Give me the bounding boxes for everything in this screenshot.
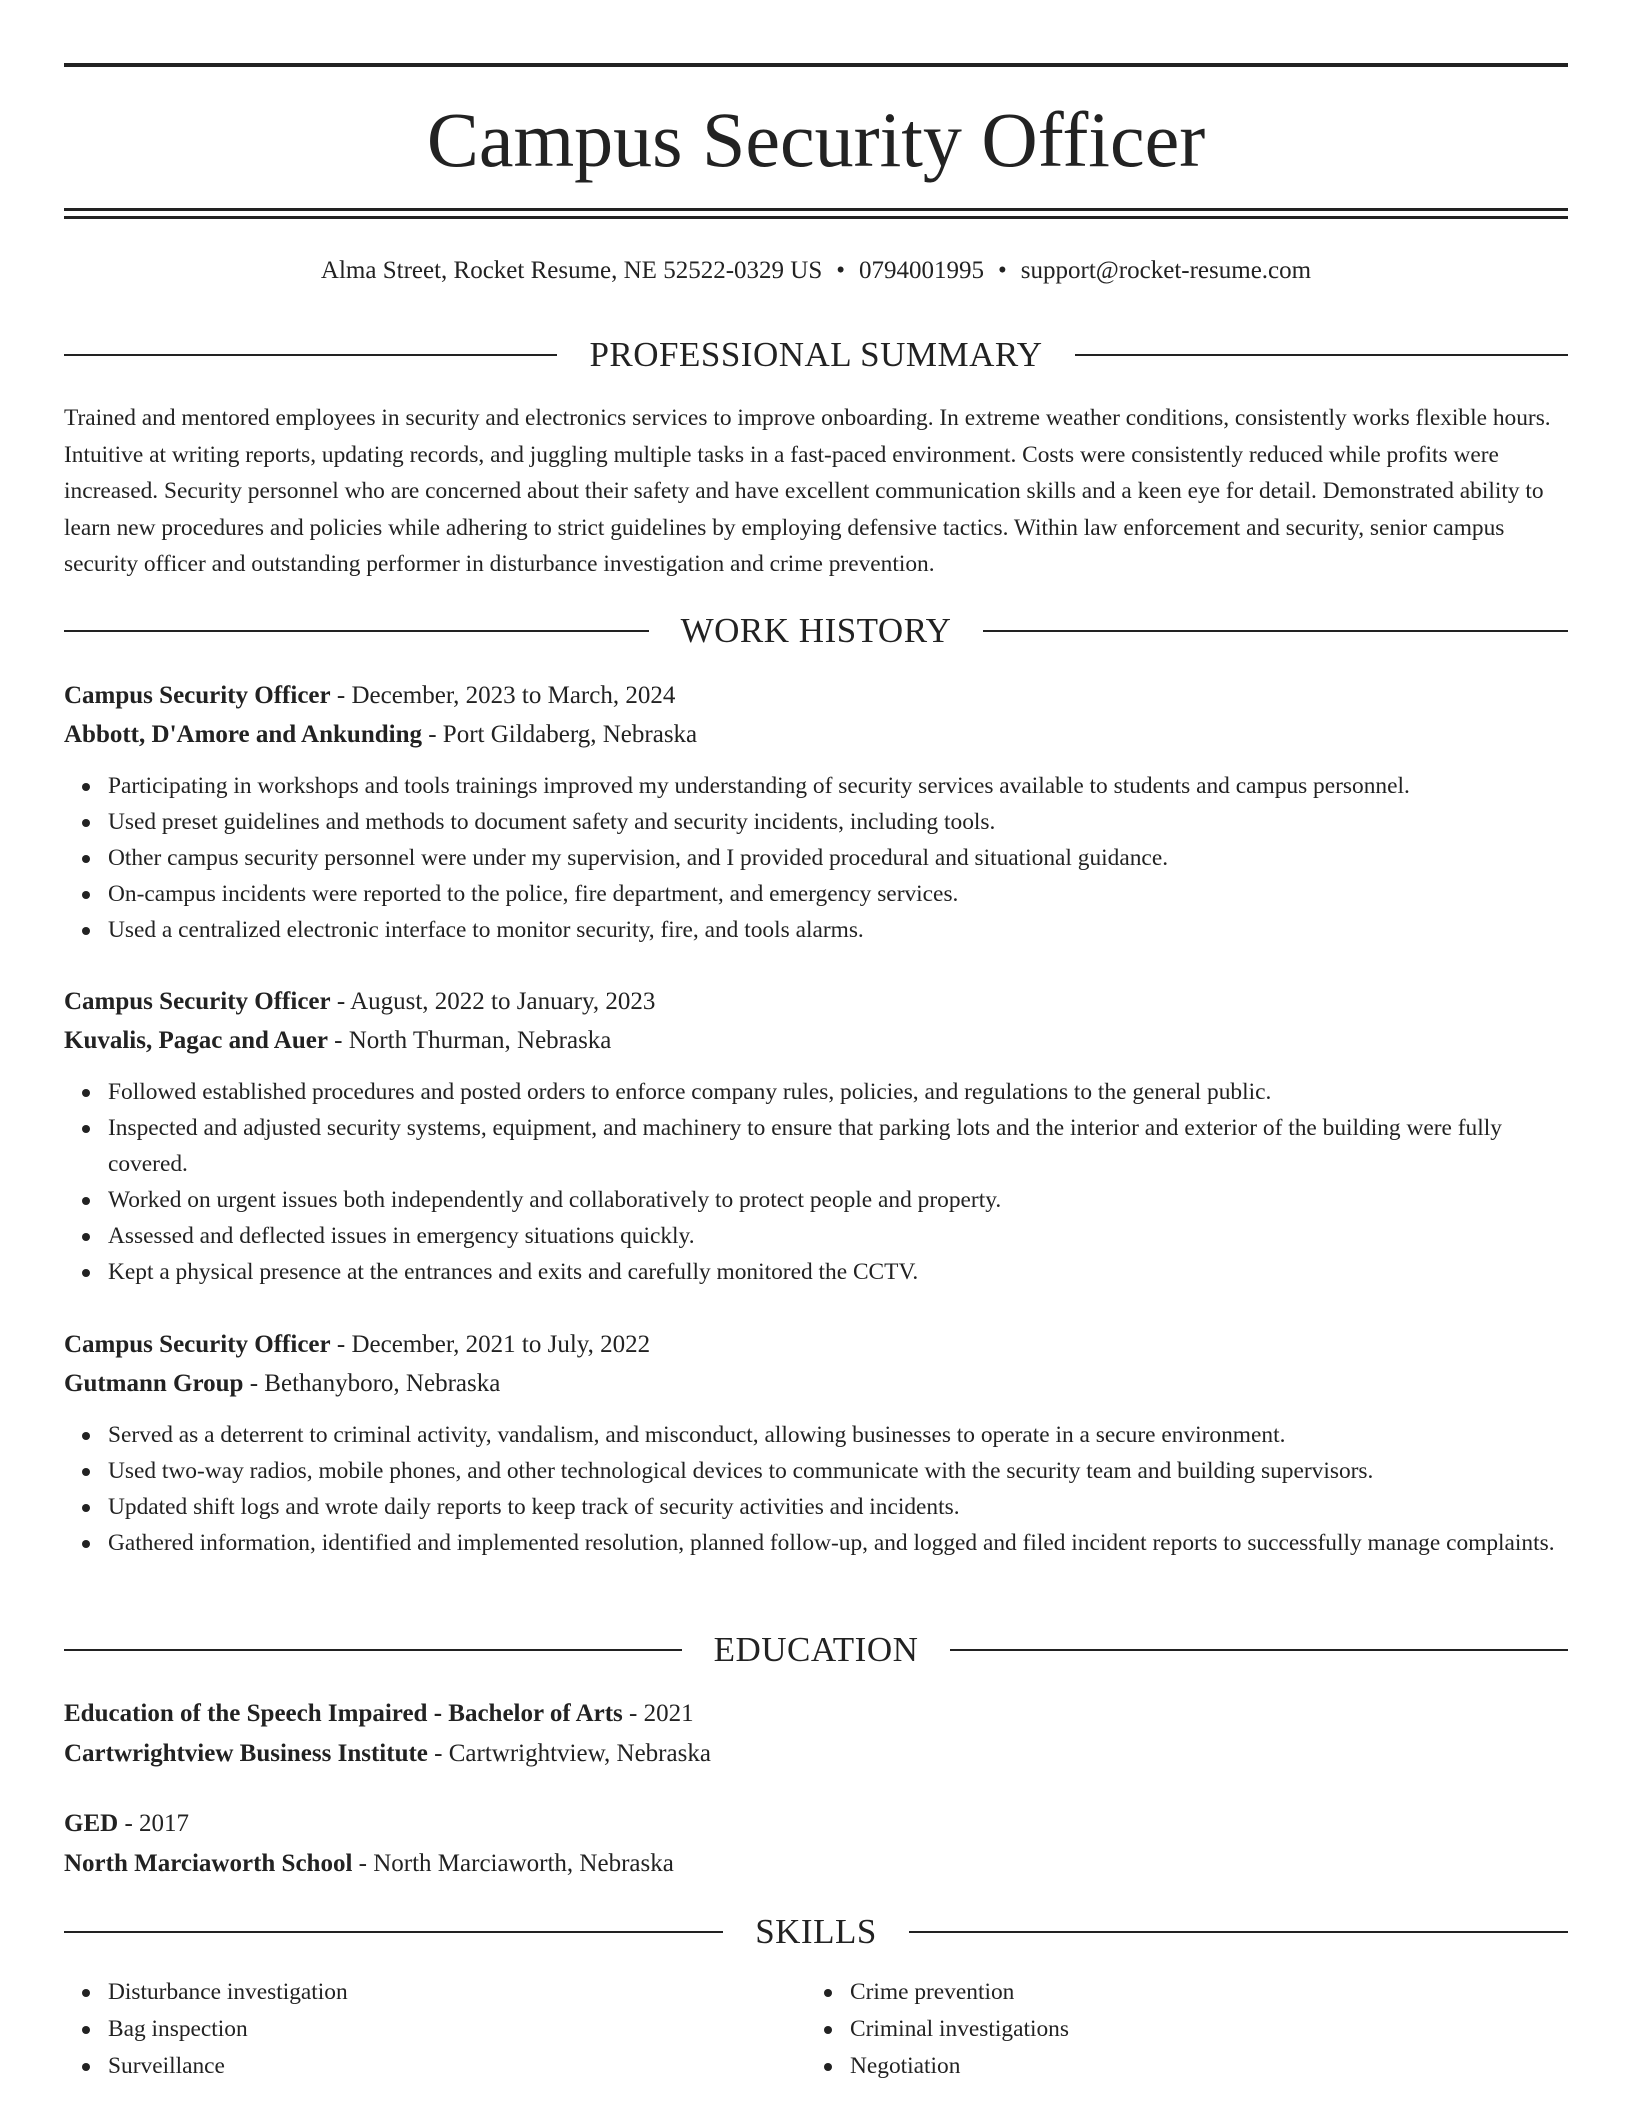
- job-company-line: [64, 1364, 1568, 1403]
- section-rule: [64, 354, 557, 356]
- education-school: North Marciaworth School: [64, 1850, 353, 1877]
- section-rule: [1075, 354, 1568, 356]
- top-rule: [64, 63, 1568, 67]
- contact-line: [64, 254, 1568, 288]
- title-rule-double: [64, 216, 1568, 219]
- job-title: Campus Security Officer: [64, 1331, 331, 1358]
- job-bullets: [64, 1417, 1568, 1561]
- skill-item: Negotiation: [850, 2048, 1548, 2085]
- education-degree-line: [64, 1804, 1568, 1844]
- section-rule: [909, 1931, 1568, 1933]
- job-company: Abbott, D'Amore and Ankunding: [64, 721, 422, 748]
- title-rule: [64, 208, 1568, 211]
- contact-separator: •: [998, 257, 1007, 284]
- list-item: Served as a deterrent to criminal activity, vandalism, and misconduct, allowing businesses to operate in a secure environment.: [108, 1417, 1568, 1453]
- list-item: Other campus security personnel were under my supervision, and I provided procedural and situational guidance.: [108, 840, 1568, 876]
- list-item: Worked on urgent issues both independently and collaboratively to protect people and property.: [108, 1182, 1568, 1218]
- list-item: Kept a physical presence at the entrances and exits and carefully monitored the CCTV.: [108, 1254, 1568, 1290]
- section-heading-skills: [64, 1912, 1568, 1952]
- section-title: SKILLS: [755, 1912, 877, 1951]
- contact-separator: •: [836, 257, 846, 284]
- education-year: - 2021: [622, 1700, 694, 1727]
- education-school-line: [64, 1844, 1568, 1884]
- job-dates: - August, 2022 to January, 2023: [330, 988, 656, 1015]
- contact-email: support@rocket-resume.com: [1020, 257, 1312, 284]
- skill-item: Crime prevention: [850, 1974, 1548, 2011]
- job-title: Campus Security Officer: [64, 682, 331, 709]
- job-entry: [64, 982, 1568, 1290]
- list-item: Used preset guidelines and methods to document safety and security incidents, including tools.: [108, 804, 1568, 840]
- skill-item: Bag inspection: [108, 2011, 806, 2048]
- education-entry: [64, 1804, 1568, 1884]
- skill-item: Surveillance: [108, 2048, 806, 2085]
- education-year: - 2017: [118, 1810, 190, 1837]
- contact-phone: 0794001995: [859, 257, 985, 284]
- list-item: Participating in workshops and tools trainings improved my understanding of security services available to students and campus personnel.: [108, 768, 1568, 804]
- job-title-line: [64, 1325, 1568, 1364]
- job-title: Campus Security Officer: [64, 988, 331, 1015]
- education-location: - North Marciaworth, Nebraska: [352, 1850, 674, 1877]
- list-item: On-campus incidents were reported to the police, fire department, and emergency services.: [108, 876, 1568, 912]
- job-bullets: [64, 768, 1568, 948]
- job-company-line: [64, 1021, 1568, 1060]
- job-company: Gutmann Group: [64, 1370, 244, 1397]
- job-title-line: [64, 676, 1568, 715]
- education-school-line: [64, 1734, 1568, 1774]
- list-item: Inspected and adjusted security systems, equipment, and machinery to ensure that parking lots and the interior and exterior of the building were fully covered.: [108, 1110, 1568, 1182]
- page-title: Campus Security Officer: [426, 96, 1206, 183]
- job-location: - Bethanyboro, Nebraska: [243, 1370, 501, 1397]
- section-rule: [950, 1649, 1568, 1651]
- section-rule: [983, 630, 1568, 632]
- section-heading-education: [64, 1630, 1568, 1670]
- section-title: PROFESSIONAL SUMMARY: [589, 335, 1043, 374]
- section-title: WORK HISTORY: [680, 611, 952, 650]
- list-item: Assessed and deflected issues in emergency situations quickly.: [108, 1218, 1568, 1254]
- skills-column-right: [806, 1974, 1548, 2085]
- list-item: Gathered information, identified and implemented resolution, planned follow-up, and logged and filed incident reports to successfully manage complaints.: [108, 1525, 1568, 1561]
- skill-item: Disturbance investigation: [108, 1974, 806, 2011]
- skills-list: [64, 1974, 1568, 2085]
- contact-address: Alma Street, Rocket Resume, NE 52522-0329 US: [320, 257, 823, 284]
- job-entry: [64, 1325, 1568, 1561]
- summary-text: Trained and mentored employees in security and electronics services to improve onboarding. In extreme weather conditions, consistently works flexible hours. Intuitive at writing reports, updating records, and juggling multiple tasks in a fast-paced environment. Costs were consistently reduced while profits were increased. Security personnel who are concerned about their safety and have excellent communication skills and a keen eye for detail. Demonstrated ability to learn new procedures and policies while adhering to strict guidelines by employing defensive tactics. Within law enforcement and security, senior campus security officer and outstanding performer in disturbance investigation and crime prevention.: [64, 405, 1551, 577]
- section-heading-summary: [64, 335, 1568, 375]
- job-location: - North Thurman, Nebraska: [327, 1027, 612, 1054]
- job-dates: - December, 2023 to March, 2024: [330, 682, 676, 709]
- skill-item: Criminal investigations: [850, 2011, 1548, 2048]
- education-school: Cartwrightview Business Institute: [64, 1740, 428, 1767]
- list-item: Updated shift logs and wrote daily reports to keep track of security activities and incidents.: [108, 1489, 1568, 1525]
- list-item: Used a centralized electronic interface to monitor security, fire, and tools alarms.: [108, 912, 1568, 948]
- job-title-line: [64, 982, 1568, 1021]
- job-entry: [64, 676, 1568, 948]
- section-heading-work: [64, 611, 1568, 651]
- section-rule: [64, 1649, 682, 1651]
- list-item: Followed established procedures and posted orders to enforce company rules, policies, and regulations to the general public.: [108, 1074, 1568, 1110]
- section-title: EDUCATION: [713, 1630, 919, 1669]
- education-degree: GED: [64, 1810, 119, 1837]
- list-item: Used two-way radios, mobile phones, and other technological devices to communicate with the security team and building supervisors.: [108, 1453, 1568, 1489]
- skills-column-left: [64, 1974, 806, 2085]
- section-rule: [64, 630, 649, 632]
- job-company: Kuvalis, Pagac and Auer: [64, 1027, 328, 1054]
- education-degree: Education of the Speech Impaired - Bachelor of Arts: [64, 1700, 623, 1727]
- education-entry: [64, 1694, 1568, 1774]
- job-company-line: [64, 715, 1568, 754]
- job-location: - Port Gildaberg, Nebraska: [421, 721, 698, 748]
- job-bullets: [64, 1074, 1568, 1290]
- job-dates: - December, 2021 to July, 2022: [330, 1331, 651, 1358]
- education-location: - Cartwrightview, Nebraska: [427, 1740, 711, 1767]
- section-rule: [64, 1931, 723, 1933]
- education-degree-line: [64, 1694, 1568, 1734]
